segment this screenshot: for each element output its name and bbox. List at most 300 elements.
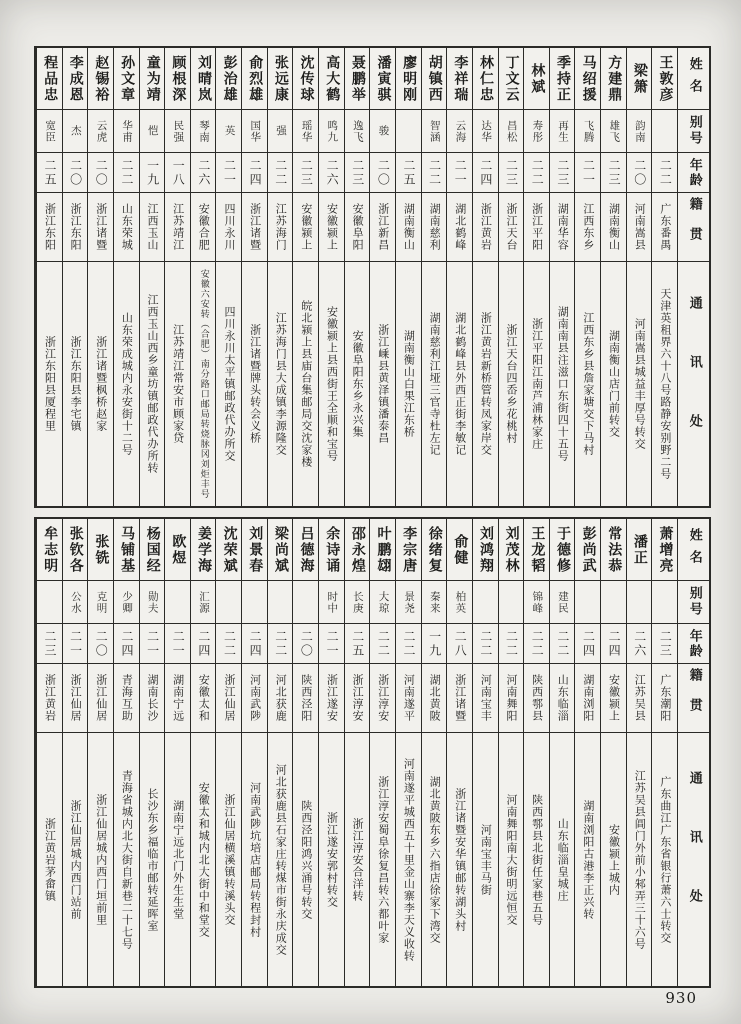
person-address-cell — [575, 733, 600, 986]
person-name-cell — [652, 519, 677, 581]
person-age-cell — [37, 624, 62, 664]
person-age: 二〇 — [632, 158, 647, 187]
person-alias-cell — [345, 110, 370, 153]
person-address: 广东曲江广东省银行萧六士转交 — [658, 775, 672, 944]
person-native-place-cell — [88, 664, 113, 733]
person-alias-cell — [396, 110, 421, 153]
person-column — [574, 519, 600, 986]
person-native-place-cell — [140, 664, 165, 733]
person-age: 二〇 — [376, 158, 391, 187]
person-age-cell — [293, 153, 318, 193]
person-name: 李成恩 — [67, 54, 84, 103]
person-age: 二二 — [530, 629, 545, 658]
person-age: 二六 — [325, 158, 340, 187]
person-address: 山东荣成城内永安街十二号 — [120, 312, 134, 456]
person-address-cell — [37, 733, 62, 986]
person-address: 江苏吴县阊门外前小邾弄三十六号 — [633, 769, 647, 950]
person-alias-cell — [242, 110, 267, 153]
person-name-cell — [447, 48, 472, 110]
person-name: 潘正 — [631, 533, 648, 566]
person-native-place: 浙江诸暨 — [94, 203, 108, 251]
person-alias-cell — [601, 110, 626, 153]
person-address-cell — [396, 262, 421, 506]
person-address-cell — [319, 262, 344, 506]
person-age-cell — [473, 153, 498, 193]
person-alias-cell — [293, 110, 318, 153]
person-native-place-cell — [140, 193, 165, 262]
person-native-place: 浙江黄岩 — [43, 674, 57, 722]
person-native-place-cell — [114, 193, 139, 262]
header-age-cell — [678, 153, 709, 193]
person-address-cell — [396, 733, 421, 986]
person-column — [498, 48, 524, 506]
person-alias: 再生 — [556, 119, 569, 143]
person-age: 二二 — [273, 629, 288, 658]
person-age-cell — [242, 153, 267, 193]
person-name: 邵永煌 — [349, 525, 366, 574]
person-native-place: 河南舞阳 — [504, 674, 518, 722]
person-address: 浙江黄岩新桥管转凤家岸交 — [479, 312, 493, 456]
person-alias-cell — [63, 581, 88, 624]
person-name-cell — [319, 48, 344, 110]
person-column — [574, 48, 600, 506]
person-name-cell — [88, 48, 113, 110]
person-column — [446, 48, 472, 506]
person-native-place-cell — [114, 664, 139, 733]
person-age-cell — [165, 153, 190, 193]
person-column — [164, 519, 190, 986]
person-age: 二〇 — [299, 629, 314, 658]
person-age-cell — [601, 624, 626, 664]
person-name: 孙文章 — [119, 54, 136, 103]
person-address: 浙江仙居城内西门站前 — [69, 799, 83, 920]
person-age: 二二 — [119, 158, 134, 187]
person-address: 浙江诸暨牌头转会义桥 — [248, 324, 262, 444]
person-address: 皖北颍上县庙台集邮局交沈家楼 — [299, 300, 313, 468]
person-age: 二一 — [325, 629, 340, 658]
person-name-cell — [396, 48, 421, 110]
person-native-place-cell — [345, 193, 370, 262]
person-alias-cell — [601, 581, 626, 624]
person-native-place: 浙江诸暨 — [453, 674, 467, 722]
person-native-place: 湖南华容 — [556, 203, 570, 251]
person-address: 安徽六安转（合肥）南分路口邮局转烧脉冈刘炬丰号 — [198, 269, 209, 499]
person-address: 河南宝丰马街 — [479, 823, 493, 896]
person-alias-cell — [88, 110, 113, 153]
person-native-place-cell — [293, 664, 318, 733]
person-native-place-cell — [165, 193, 190, 262]
person-alias: 韵南 — [633, 119, 646, 143]
person-native-place: 青海互助 — [120, 674, 134, 722]
person-name-cell — [345, 48, 370, 110]
person-name-cell — [473, 519, 498, 581]
person-native-place-cell — [601, 664, 626, 733]
person-name-cell — [524, 48, 549, 110]
person-alias-cell — [550, 581, 575, 624]
person-alias-cell — [499, 110, 524, 153]
person-name-cell — [524, 519, 549, 581]
person-address: 浙江天台四岙乡花桃村 — [504, 324, 518, 444]
person-alias-cell — [627, 110, 652, 153]
person-alias-cell — [575, 110, 600, 153]
person-alias-cell — [268, 581, 293, 624]
person-native-place: 江苏靖江 — [171, 203, 185, 251]
person-age-cell — [242, 624, 267, 664]
person-age-cell — [63, 153, 88, 193]
person-name: 欧煜 — [170, 533, 187, 566]
person-native-place-cell — [575, 664, 600, 733]
person-alias: 公水 — [69, 590, 82, 614]
person-native-place-cell — [268, 193, 293, 262]
person-address: 天津英租界六十八号路静安别野二号 — [658, 288, 672, 480]
person-native-place: 河南遂平 — [402, 674, 416, 722]
person-name-cell — [140, 519, 165, 581]
person-age-cell — [601, 153, 626, 193]
person-alias-cell — [114, 581, 139, 624]
person-address-cell — [114, 733, 139, 986]
person-address: 河南嵩县城益丰厚号转交 — [633, 318, 647, 450]
person-name: 叶鹏翃 — [375, 525, 392, 574]
person-address-cell — [652, 262, 677, 506]
person-age: 二四 — [581, 629, 596, 658]
person-name: 赵锡裕 — [93, 54, 110, 103]
person-column — [344, 48, 370, 506]
person-native-place: 陕西鄠县 — [530, 674, 544, 722]
person-native-place: 浙江仙居 — [222, 674, 236, 722]
person-name: 聂鹏举 — [349, 54, 366, 103]
person-native-place: 湖南慈利 — [428, 203, 442, 251]
person-address-cell — [293, 733, 318, 986]
person-age: 一九 — [427, 629, 442, 658]
page-number: 930 — [665, 989, 697, 1007]
person-address-cell — [140, 733, 165, 986]
header-address-label: 通讯处 — [686, 771, 702, 948]
person-age: 二五 — [350, 629, 365, 658]
person-alias: 汇源 — [198, 590, 211, 614]
person-age-cell — [396, 153, 421, 193]
person-alias: 克明 — [95, 590, 108, 614]
person-address: 江苏海门县大成镇李源隆交 — [274, 312, 288, 456]
person-name: 牟志明 — [42, 525, 59, 574]
person-native-place: 广东番禺 — [658, 203, 672, 251]
person-address-cell — [575, 262, 600, 506]
person-native-place-cell — [345, 664, 370, 733]
person-address-cell — [268, 262, 293, 506]
person-name: 程品忠 — [42, 54, 59, 103]
person-name: 李宗唐 — [401, 525, 418, 574]
person-age: 一九 — [145, 158, 160, 187]
person-address-cell — [319, 733, 344, 986]
person-alias-cell — [165, 110, 190, 153]
header-name-label: 姓名 — [686, 56, 702, 101]
person-age: 二四 — [196, 629, 211, 658]
person-address: 四川永川太平镇邮政代办所交 — [222, 306, 236, 462]
person-age-cell — [627, 153, 652, 193]
person-name-cell — [422, 519, 447, 581]
person-name-cell — [216, 519, 241, 581]
person-name: 俞烈雄 — [247, 54, 264, 103]
person-native-place: 湖北黄陂 — [428, 674, 442, 722]
person-name-cell — [165, 519, 190, 581]
person-address: 湖南慈利江垭三官寺杜左记 — [428, 312, 442, 456]
person-native-place: 安徽合肥 — [197, 203, 211, 251]
person-native-place: 浙江淳安 — [376, 674, 390, 722]
header-name-cell — [678, 519, 709, 581]
person-name-cell — [319, 519, 344, 581]
person-address: 湖北鹤峰县外西正街李敏记 — [453, 312, 467, 456]
person-name: 林斌 — [529, 62, 546, 95]
person-age-cell — [191, 153, 216, 193]
person-name-cell — [575, 48, 600, 110]
person-native-place: 浙江仙居 — [69, 674, 83, 722]
person-column — [62, 519, 88, 986]
person-name: 刘景春 — [247, 525, 264, 574]
person-name-cell — [37, 519, 62, 581]
person-native-place-cell — [63, 193, 88, 262]
person-age: 二二 — [658, 158, 673, 187]
person-address-cell — [345, 262, 370, 506]
person-age: 二一 — [581, 158, 596, 187]
person-native-place-cell — [524, 193, 549, 262]
person-address: 湖北黄陂东乡六指店徐家下湾交 — [428, 775, 442, 944]
person-name: 萧增亮 — [657, 525, 674, 574]
person-alias: 少卿 — [121, 590, 134, 614]
person-address: 陕西泾阳鸿兴涌号转交 — [299, 799, 313, 920]
person-age: 二三 — [43, 629, 58, 658]
person-alias-cell — [473, 110, 498, 153]
person-age: 二二 — [401, 629, 416, 658]
person-column — [241, 519, 267, 986]
person-alias-cell — [473, 581, 498, 624]
person-name-cell — [216, 48, 241, 110]
person-native-place-cell — [601, 193, 626, 262]
person-column — [344, 519, 370, 986]
person-address: 浙江仙居城内西门垣前里 — [94, 793, 108, 926]
person-alias-cell — [627, 581, 652, 624]
person-native-place: 湖南浏阳 — [581, 674, 595, 722]
person-age: 二三 — [555, 158, 570, 187]
person-name: 俞健 — [452, 533, 469, 566]
person-native-place-cell — [37, 193, 62, 262]
person-native-place: 安徽阜阳 — [351, 203, 365, 251]
person-alias-cell — [268, 110, 293, 153]
person-age-cell — [627, 624, 652, 664]
person-alias: 雄飞 — [608, 119, 621, 143]
person-age-cell — [37, 153, 62, 193]
header-address-cell — [678, 733, 709, 986]
person-name-cell — [63, 519, 88, 581]
header-age-label: 年龄 — [686, 628, 702, 659]
person-alias: 锦峰 — [531, 590, 544, 614]
person-alias-cell — [652, 581, 677, 624]
person-alias: 柏英 — [454, 590, 467, 614]
person-native-place-cell — [165, 664, 190, 733]
person-age: 二二 — [427, 158, 442, 187]
person-native-place: 浙江新昌 — [376, 203, 390, 251]
person-address: 浙江淳安蜀阜徐复昌转六都叶家 — [376, 775, 390, 944]
person-age-cell — [319, 624, 344, 664]
header-name-cell — [678, 48, 709, 110]
person-alias-cell — [345, 581, 370, 624]
person-name: 潘寅骐 — [375, 54, 392, 103]
person-native-place-cell — [319, 193, 344, 262]
person-age: 二四 — [248, 629, 263, 658]
person-native-place-cell — [370, 664, 395, 733]
person-column — [651, 519, 677, 986]
person-native-place-cell — [627, 193, 652, 262]
person-age: 二二 — [555, 629, 570, 658]
header-alias-label: 别号 — [686, 115, 702, 147]
person-address-cell — [293, 262, 318, 506]
person-address: 河南舞阳南大街明远恒交 — [504, 793, 518, 926]
person-name-cell — [37, 48, 62, 110]
person-name: 刘晴岚 — [195, 54, 212, 103]
person-column — [421, 48, 447, 506]
person-native-place: 浙江平阳 — [530, 203, 544, 251]
person-age: 二二 — [478, 629, 493, 658]
person-age: 二六 — [632, 629, 647, 658]
person-native-place: 河北获鹿 — [274, 674, 288, 722]
person-native-place: 湖南衡山 — [607, 203, 621, 251]
person-native-place-cell — [422, 193, 447, 262]
person-column — [395, 48, 421, 506]
person-address: 江苏靖江常安市顾家贷 — [171, 324, 185, 444]
person-age-cell — [575, 153, 600, 193]
person-alias-cell — [37, 110, 62, 153]
person-name-cell — [165, 48, 190, 110]
person-native-place-cell — [396, 664, 421, 733]
person-alias-cell — [550, 110, 575, 153]
person-age: 二三 — [299, 158, 314, 187]
person-native-place: 浙江黄岩 — [479, 203, 493, 251]
person-name-cell — [268, 48, 293, 110]
person-name-cell — [370, 48, 395, 110]
person-name: 丁文云 — [503, 54, 520, 103]
person-address-cell — [216, 733, 241, 986]
person-name-cell — [242, 48, 267, 110]
person-column — [190, 48, 216, 506]
header-column — [677, 48, 709, 506]
person-name-cell — [422, 48, 447, 110]
person-native-place: 江西东乡 — [581, 203, 595, 251]
person-address: 长沙东乡福临市邮转延晖室 — [146, 787, 160, 932]
person-native-place: 江苏吴县 — [633, 674, 647, 722]
person-address: 浙江仙居横溪镇转溪头交 — [222, 793, 236, 926]
person-age-cell — [165, 624, 190, 664]
person-column — [626, 48, 652, 506]
person-alias: 民强 — [172, 119, 185, 143]
person-name-cell — [114, 519, 139, 581]
person-column — [113, 519, 139, 986]
person-age: 二一 — [68, 629, 83, 658]
person-address: 湖南南县注滋口东街四十五号 — [556, 306, 570, 462]
person-native-place: 浙江诸暨 — [248, 203, 262, 251]
person-native-place: 浙江东阳 — [69, 203, 83, 251]
person-age: 二八 — [453, 629, 468, 658]
directory-table-bottom — [34, 517, 711, 988]
person-name-cell — [652, 48, 677, 110]
person-name: 彭治雄 — [221, 54, 238, 103]
person-age-cell — [652, 624, 677, 664]
person-native-place-cell — [524, 664, 549, 733]
person-native-place: 湖南宁远 — [171, 674, 185, 722]
person-address-cell — [191, 733, 216, 986]
person-address-cell — [627, 262, 652, 506]
person-native-place-cell — [473, 664, 498, 733]
person-name: 王龙韬 — [529, 525, 546, 574]
person-age-cell — [422, 153, 447, 193]
person-age: 二三 — [658, 629, 673, 658]
person-native-place-cell — [473, 193, 498, 262]
person-alias-cell — [319, 110, 344, 153]
person-address-cell — [37, 262, 62, 506]
person-age-cell — [268, 624, 293, 664]
person-column — [395, 519, 421, 986]
person-native-place-cell — [242, 193, 267, 262]
person-address-cell — [550, 733, 575, 986]
person-alias: 宽臣 — [44, 119, 57, 143]
person-address-cell — [652, 733, 677, 986]
person-native-place-cell — [575, 193, 600, 262]
person-alias-cell — [63, 110, 88, 153]
person-name: 姜学海 — [195, 525, 212, 574]
person-column — [164, 48, 190, 506]
person-address-cell — [447, 733, 472, 986]
person-native-place-cell — [191, 664, 216, 733]
person-address-cell — [63, 733, 88, 986]
person-alias-cell — [370, 110, 395, 153]
person-column — [215, 519, 241, 986]
person-native-place-cell — [447, 664, 472, 733]
person-address-cell — [473, 262, 498, 506]
header-age-cell — [678, 624, 709, 664]
person-address-cell — [114, 262, 139, 506]
person-alias-cell — [319, 581, 344, 624]
person-native-place: 陕西泾阳 — [299, 674, 313, 722]
person-name-cell — [293, 519, 318, 581]
person-alias-cell — [140, 110, 165, 153]
person-column — [292, 48, 318, 506]
person-address: 河南遂平城西五十里金山寨李天义收转 — [402, 757, 416, 962]
person-address-cell — [550, 262, 575, 506]
person-column — [36, 519, 62, 986]
person-age: 二三 — [350, 158, 365, 187]
person-address-cell — [165, 262, 190, 506]
person-name: 童为靖 — [144, 54, 161, 103]
person-column — [523, 519, 549, 986]
person-alias-cell — [652, 110, 677, 153]
person-age: 二四 — [478, 158, 493, 187]
person-name-cell — [140, 48, 165, 110]
person-address: 安徽太和城内北大街中和堂交 — [197, 781, 211, 938]
person-age-cell — [447, 624, 472, 664]
person-age: 二五 — [43, 158, 58, 187]
person-address: 浙江嵊县黄泽镇潘泰昌 — [376, 324, 390, 444]
person-address: 浙江遂安郭村转交 — [325, 811, 339, 908]
person-name: 杨国经 — [144, 525, 161, 574]
person-alias: 大琼 — [377, 590, 390, 614]
person-column — [369, 48, 395, 506]
person-native-place-cell — [447, 193, 472, 262]
person-age: 二二 — [530, 158, 545, 187]
person-address: 山东临淄皇城庄 — [556, 817, 570, 902]
person-native-place-cell — [499, 193, 524, 262]
person-age: 二〇 — [68, 158, 83, 187]
person-address-cell — [473, 733, 498, 986]
person-address: 江西东乡县詹家塘交下马村 — [581, 312, 595, 456]
person-address: 江西玉山西乡童坊镇邮政代办所转 — [146, 294, 160, 474]
header-age-label: 年龄 — [686, 157, 702, 188]
